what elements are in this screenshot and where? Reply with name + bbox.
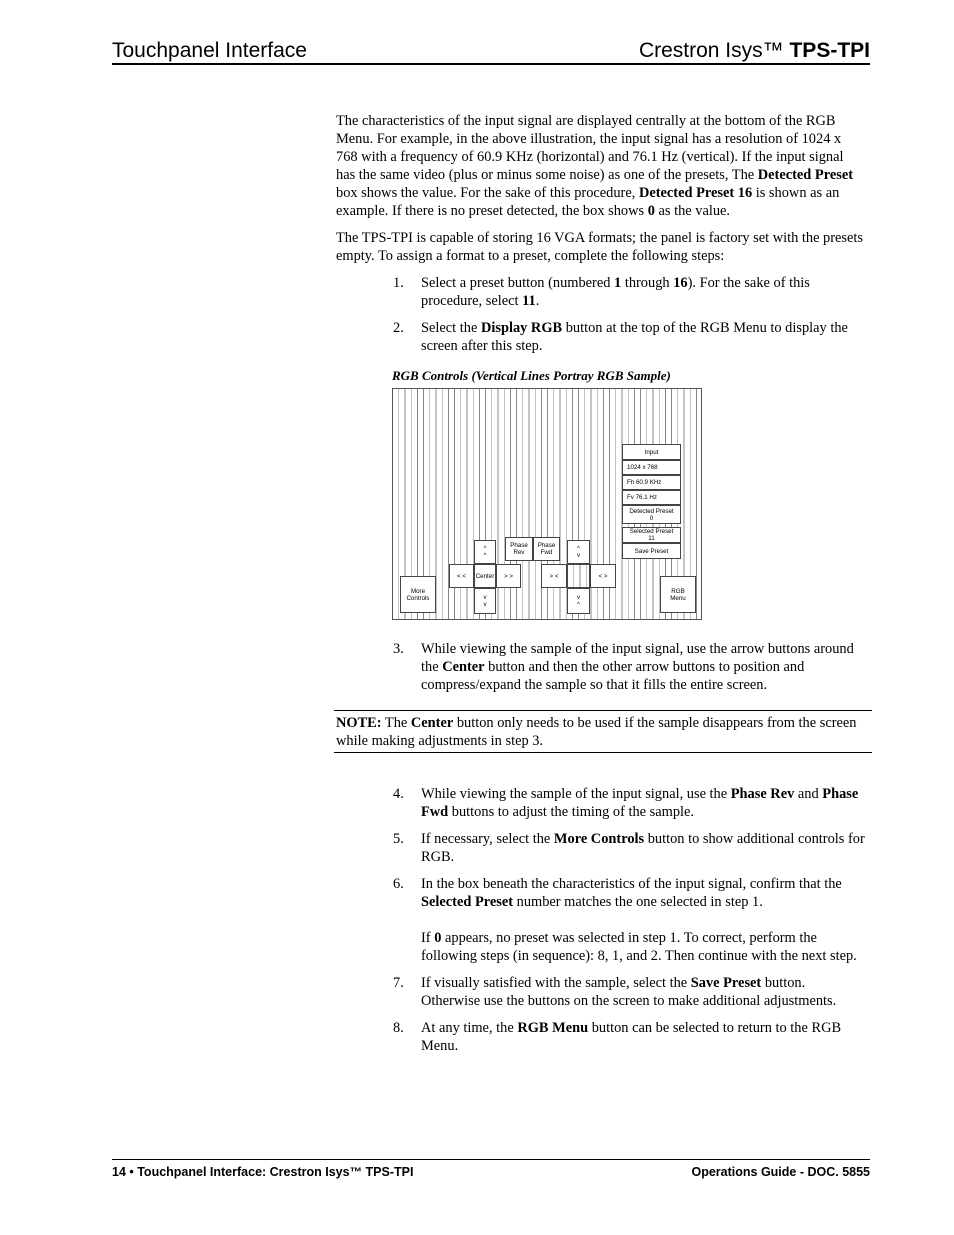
numbered-step — [336, 640, 866, 694]
rgb-controls-figure — [392, 388, 702, 620]
resolution-readout: 1024 x 768 — [622, 460, 681, 475]
figure-caption: RGB Controls (Vertical Lines Portray RGB Sample) — [392, 368, 671, 383]
text-run: button only needs to be used if the sample disappears from the screen while making adjustments in step 3. — [336, 715, 857, 749]
step-number: 6. — [393, 876, 404, 892]
numbered-step — [336, 875, 866, 965]
step-number: 5. — [393, 831, 404, 847]
compress-horizontal-button[interactable]: > < — [541, 564, 567, 588]
bold-text: RGB Menu — [517, 1020, 589, 1036]
text-run: button and then the other arrow buttons to position and compress/expand the sample so that it fills the entire screen. — [421, 659, 805, 693]
center-button[interactable]: Center — [474, 564, 496, 588]
step-paragraph — [421, 830, 866, 866]
step-text — [421, 274, 866, 310]
move-down-button[interactable]: v v — [474, 588, 496, 614]
footer-page-info: 14 • Touchpanel Interface: Crestron Isys™ TPS-TPI — [112, 1165, 414, 1179]
bold-text: Selected Preset — [421, 894, 514, 910]
step-paragraph — [421, 274, 866, 310]
text-run: If necessary, select the — [421, 831, 554, 847]
text-run: The characteristics of the input signal are displayed centrally at the bottom of the RGB Menu. For example, in the above illustration, the input signal has a resolution of 1024 x 768 with a frequency of 60.9 KHz (horizontal) and 76.1 Hz (vertical). If the input signal has the same video (plus or minus some noise) as one of the presets, The — [336, 113, 844, 183]
step-paragraph — [421, 640, 866, 694]
text-run: At any time, the — [421, 1020, 518, 1036]
body-paragraph — [336, 229, 866, 265]
text-run: If visually satisfied with the sample, select the — [421, 975, 691, 991]
text-run: ). For the sake of this procedure, select — [421, 275, 810, 309]
expand-horizontal-button[interactable]: < > — [590, 564, 616, 588]
text-run: through — [621, 275, 674, 291]
text-run: The — [381, 715, 411, 731]
step-paragraph — [421, 929, 866, 965]
rgb-menu-button[interactable]: RGB Menu — [660, 576, 696, 613]
step-number: 3. — [393, 641, 404, 657]
phase-rev-button[interactable]: Phase Rev — [505, 537, 533, 561]
page-header — [112, 38, 870, 65]
header-brand: Crestron Isys™ — [638, 39, 790, 62]
numbered-step — [336, 319, 866, 355]
header-model: TPS-TPI — [789, 39, 870, 62]
text-run: Select the — [421, 320, 481, 336]
bold-text: Phase Rev — [730, 786, 795, 802]
bold-text: NOTE: — [336, 715, 382, 731]
text-run: While viewing the sample of the input signal, use the arrow buttons around the — [421, 641, 854, 675]
fh-readout: Fh 60.9 KHz — [622, 475, 681, 490]
step-text — [421, 875, 866, 965]
bold-text: Detected Preset — [757, 167, 853, 183]
numbered-step — [336, 974, 866, 1010]
fv-readout: Fv 76.1 Hz — [622, 490, 681, 505]
numbered-step — [336, 274, 866, 310]
step-paragraph — [421, 875, 866, 911]
bold-text: Center — [442, 659, 485, 675]
header-product-title — [639, 39, 870, 63]
note-box — [334, 710, 872, 753]
step-number: 8. — [393, 1020, 404, 1036]
text-run: box shows the value. For the sake of this procedure, — [336, 185, 639, 201]
move-left-button[interactable]: < < — [449, 564, 474, 588]
step-text — [421, 785, 866, 821]
text-run: as the value. — [654, 203, 731, 219]
numbered-step — [336, 830, 866, 866]
bold-text: Display RGB — [480, 320, 563, 336]
main-content — [336, 112, 866, 1064]
text-run: is shown as an example. If there is no preset detected, the box shows — [336, 185, 840, 219]
header-section-title: Touchpanel Interface — [112, 39, 307, 62]
bold-text: Save Preset — [690, 975, 762, 991]
phase-fwd-button[interactable]: Phase Fwd — [533, 537, 560, 561]
step-text — [421, 830, 866, 866]
text-run: button at the top of the RGB Menu to display the screen after this step. — [421, 320, 848, 354]
bold-text: More Controls — [553, 831, 645, 847]
step-paragraph — [421, 785, 866, 821]
steps-list-b — [336, 640, 866, 694]
text-run: In the box beneath the characteristics of the input signal, confirm that the — [421, 876, 842, 892]
numbered-step — [336, 785, 866, 821]
bold-text: 0 — [434, 930, 442, 946]
bold-text: 1 — [614, 275, 622, 291]
move-up-button[interactable]: ^ ^ — [474, 540, 496, 564]
text-run: buttons to adjust the timing of the sample. — [448, 804, 695, 820]
text-run: and — [794, 786, 823, 802]
step-text — [421, 1019, 866, 1055]
step-paragraph — [421, 974, 866, 1010]
text-run: button can be selected to return to the RGB Menu. — [421, 1020, 842, 1054]
bold-text: 16 — [673, 275, 688, 291]
expand-vertical-button[interactable]: v ^ — [567, 588, 590, 614]
step-text — [421, 640, 866, 694]
steps-list-a — [336, 274, 866, 355]
detected-preset-display: Detected Preset 0 — [622, 505, 681, 524]
bold-text: 11 — [522, 293, 536, 309]
step-number: 1. — [393, 275, 404, 291]
bold-text: Center — [410, 715, 454, 731]
body-paragraph — [336, 112, 866, 220]
footer-doc-id: Operations Guide - DOC. 5855 — [691, 1165, 870, 1179]
step-paragraph — [421, 1019, 866, 1055]
bold-text: Phase Fwd — [421, 786, 859, 820]
move-right-button[interactable]: > > — [496, 564, 521, 588]
text-run: number matches the one selected in step 1. — [513, 894, 763, 910]
step-number: 7. — [393, 975, 404, 991]
intro-paragraphs — [336, 112, 866, 265]
text-run: Select a preset button (numbered — [421, 275, 615, 291]
compress-vertical-button[interactable]: ^ v — [567, 540, 590, 564]
bold-text: Detected Preset 16 — [638, 185, 753, 201]
page-footer — [112, 1159, 870, 1179]
text-run: button to show additional controls for RGB. — [421, 831, 865, 865]
text-run: While viewing the sample of the input signal, use the — [421, 786, 731, 802]
text-run: If — [421, 930, 435, 946]
step-number: 4. — [393, 786, 404, 802]
selected-preset-display: Selected Preset 11 — [622, 527, 681, 543]
step-text — [421, 319, 866, 355]
step-paragraph — [421, 319, 866, 355]
more-controls-button[interactable]: More Controls — [400, 576, 436, 613]
text-run: . — [535, 293, 540, 309]
input-label: Input — [622, 444, 681, 460]
save-preset-button[interactable]: Save Preset — [622, 543, 681, 559]
step-text — [421, 974, 866, 1010]
text-run: button. Otherwise use the buttons on the screen to make additional adjustments. — [421, 975, 837, 1009]
text-run: appears, no preset was selected in step 1. To correct, perform the following steps (in sequence): 8, 1, and 2. Then continue with the next step. — [421, 930, 857, 964]
step-number: 2. — [393, 320, 404, 336]
bold-text: 0 — [647, 203, 655, 219]
steps-list-c — [336, 785, 866, 1055]
numbered-step — [336, 1019, 866, 1055]
text-run: The TPS-TPI is capable of storing 16 VGA formats; the panel is factory set with the presets empty. To assign a format to a preset, complete the following steps: — [336, 230, 864, 264]
size-center-gap — [567, 564, 590, 588]
